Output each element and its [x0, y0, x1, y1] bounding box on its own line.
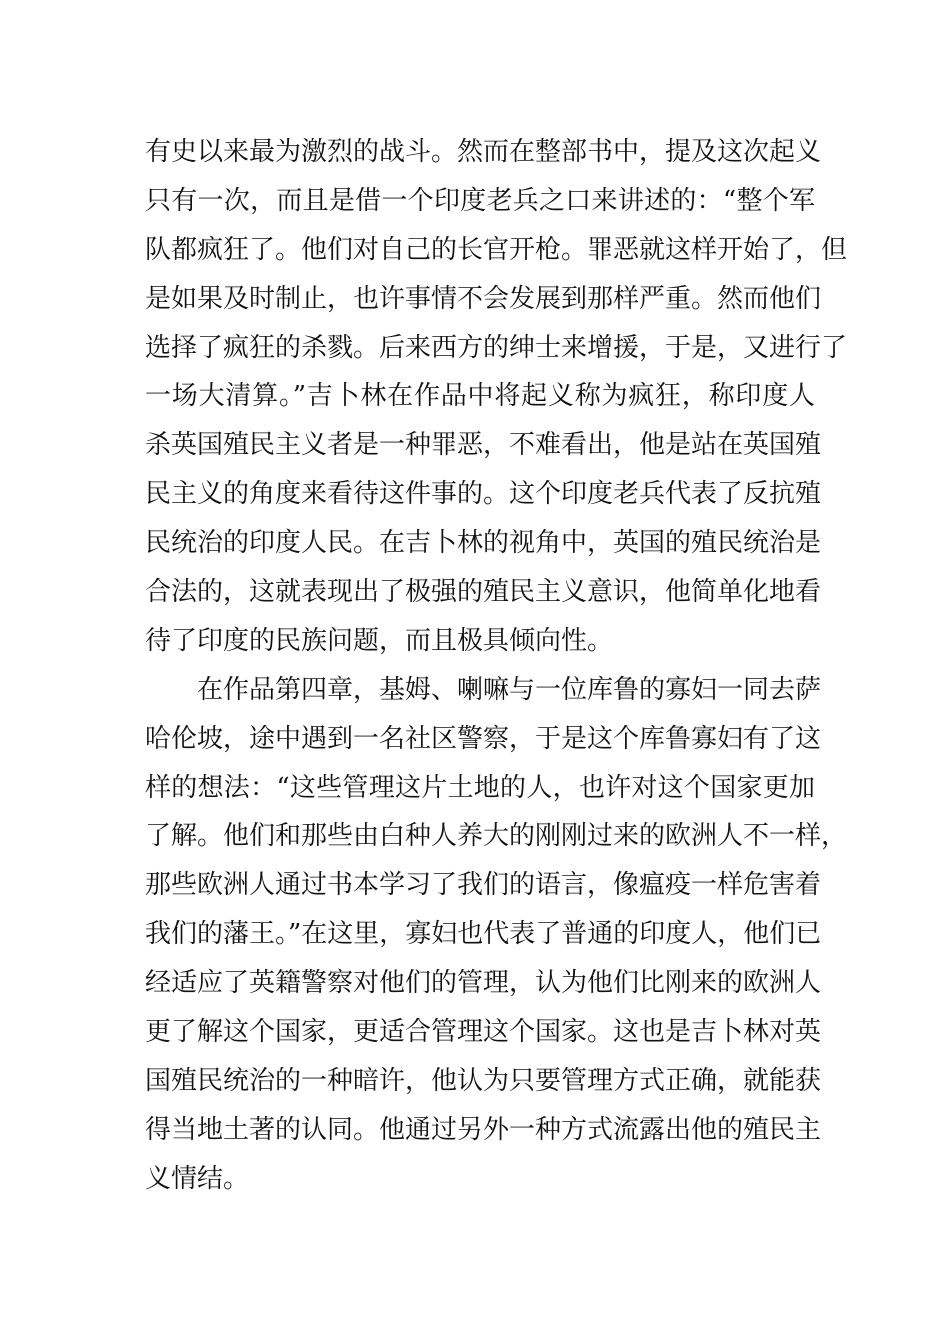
text-line: 队都疯狂了。他们对自己的长官开枪。罪恶就这样开始了，但: [145, 234, 848, 265]
text-line: 有史以来最为激烈的战斗。然而在整部书中，提及这次起义: [145, 137, 822, 167]
body-text: [145, 128, 848, 1204]
text-line: 哈伦坡，途中遇到一名社区警察，于是这个库鲁寡妇有了这: [145, 723, 822, 754]
text-line: 义情结。: [145, 1163, 250, 1194]
text-line: 得当地土著的认同。他通过另外一种方式流露出他的殖民主: [145, 1114, 822, 1145]
text-line: 合法的，这就表现出了极强的殖民主义意识，他简单化地看: [145, 577, 822, 608]
text-line: 杀英国殖民主义者是一种罪恶，不难看出，他是站在英国殖: [145, 430, 822, 461]
text-line: 在作品第四章，基姆、喇嘛与一位库鲁的寡妇一同去萨: [197, 674, 822, 705]
text-line: 经适应了英籍警察对他们的管理，认为他们比刚来的欧洲人: [145, 968, 822, 999]
text-line: 民统治的印度人民。在吉卜林的视角中，英国的殖民统治是: [145, 528, 822, 559]
paragraph-2: [145, 666, 848, 1204]
text-line: 了解。他们和那些由白种人养大的刚刚过来的欧洲人不一样，: [145, 821, 848, 852]
text-line: 民主义的角度来看待这件事的。这个印度老兵代表了反抗殖: [145, 479, 822, 510]
text-line: 是如果及时制止，也许事情不会发展到那样严重。然而他们: [145, 283, 822, 314]
text-line: 只有一次，而且是借一个印度老兵之口来讲述的：“整个军: [145, 185, 815, 216]
text-line: 那些欧洲人通过书本学习了我们的语言，像瘟疫一样危害着: [145, 870, 822, 901]
text-line: 我们的藩王。”在这里，寡妇也代表了普通的印度人，他们已: [145, 919, 822, 950]
paragraph-1: [145, 128, 848, 666]
text-line: 待了印度的民族问题，而且极具倾向性。: [145, 625, 614, 656]
text-line: 国殖民统治的一种暗许，他认为只要管理方式正确，就能获: [145, 1065, 822, 1096]
text-line: 样的想法：“这些管理这片土地的人，也许对这个国家更加: [145, 772, 815, 803]
text-line: 更了解这个国家，更适合管理这个国家。这也是吉卜林对英: [145, 1017, 822, 1048]
text-line: 一场大清算。”吉卜林在作品中将起义称为疯狂，称印度人: [145, 381, 815, 412]
text-line: 选择了疯狂的杀戮。后来西方的绅士来增援，于是，又进行了: [145, 332, 848, 363]
